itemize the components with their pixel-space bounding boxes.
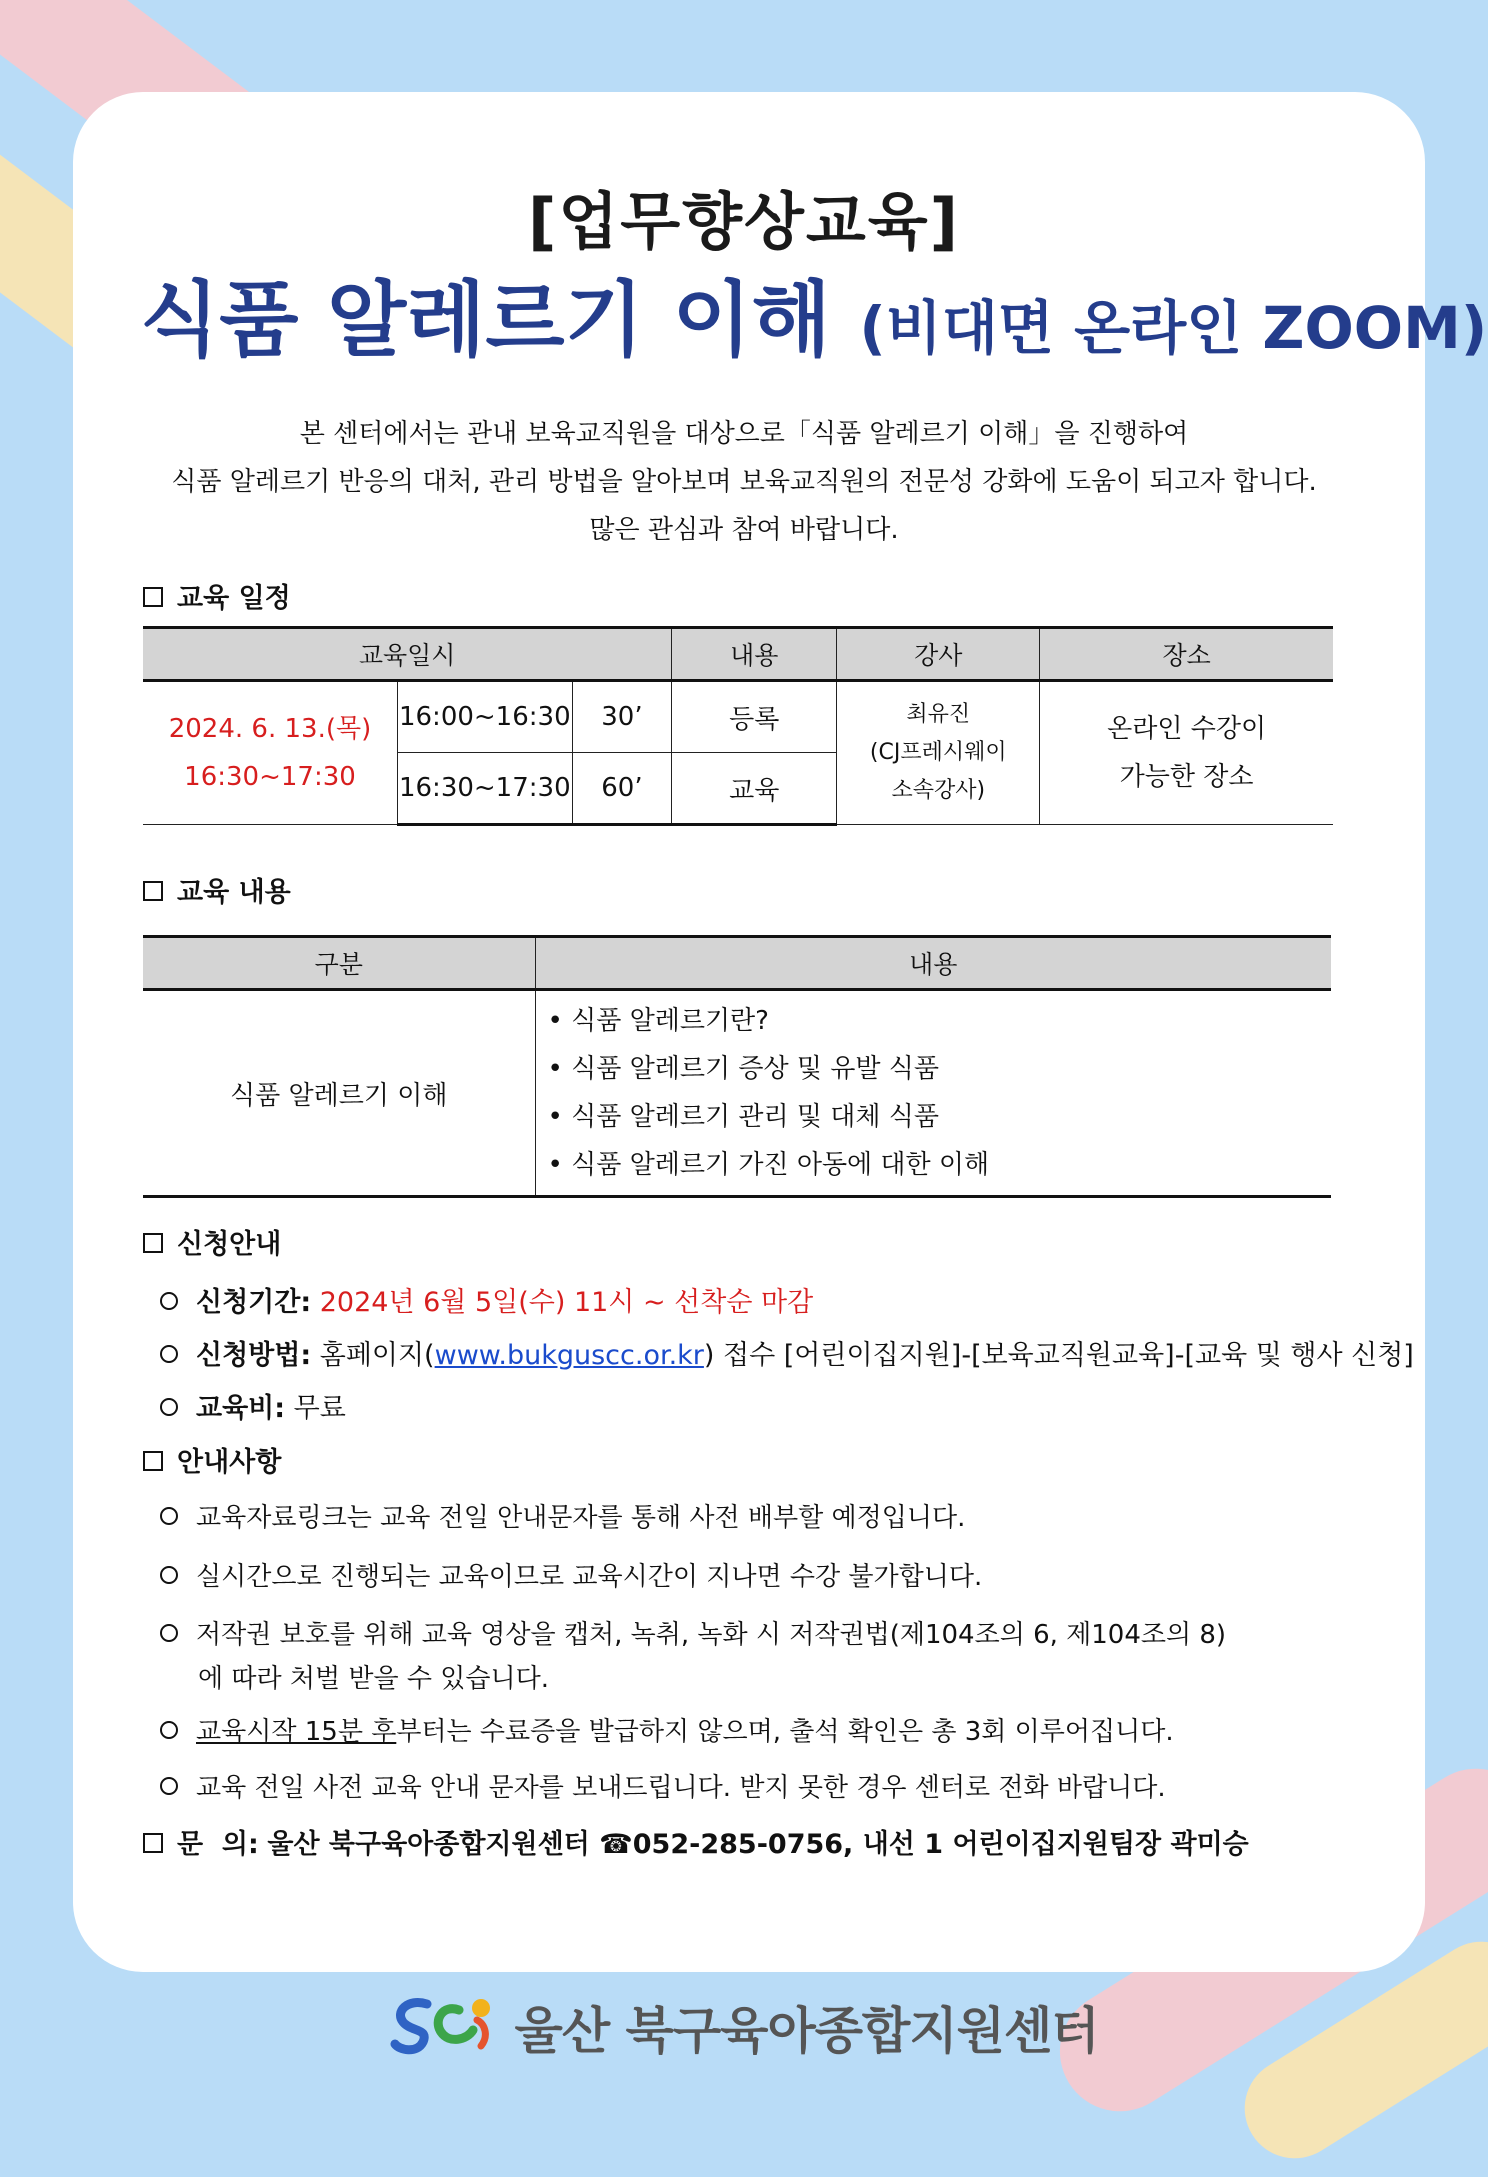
notice-item-4 — [160, 1710, 1360, 1754]
circle-bullet-icon — [160, 1624, 178, 1642]
checkbox-square-icon — [143, 1833, 163, 1853]
list-item: • 식품 알레르기 가진 아동에 대한 이해 — [547, 1150, 990, 1180]
place-cell — [1040, 681, 1333, 825]
content-col-detail: 내용 — [535, 937, 1331, 990]
schedule-date-cell — [143, 681, 397, 825]
apply-fee — [160, 1386, 346, 1425]
lecturer-role: 소속강사) — [891, 778, 986, 803]
apply-fee-value: 무료 — [293, 1393, 346, 1424]
content-category: 식품 알레르기 이해 — [143, 990, 535, 1197]
schedule-col-lecturer: 강사 — [837, 628, 1040, 681]
section-schedule-label: 교육 일정 — [177, 583, 291, 614]
notice-item-3 — [160, 1613, 1360, 1701]
title-category: [업무향상교육] — [527, 185, 961, 258]
notice-text: 부터는 수료증을 발급하지 않으며, 출석 확인은 총 3회 이루어집니다. — [396, 1717, 1174, 1747]
content-col-category: 구분 — [143, 937, 535, 990]
list-item: • 식품 알레르기란? — [547, 1006, 769, 1036]
intro-line-3: 많은 관심과 참여 바랍니다. — [589, 515, 899, 545]
title-sub: (비대면 온라인 ZOOM) — [859, 294, 1488, 362]
schedule-header-row — [143, 628, 1333, 681]
schedule-time: 16:30~17:30 — [184, 762, 356, 792]
apply-period-value: 2024년 6월 5일(수) 11시 ~ 선착순 마감 — [319, 1287, 814, 1318]
circle-bullet-icon — [160, 1721, 178, 1739]
row-time: 16:00~16:30 — [397, 681, 572, 753]
inquiry — [143, 1822, 1249, 1861]
row-content: 교육 — [672, 753, 837, 825]
list-item: • 식품 알레르기 증상 및 유발 식품 — [547, 1054, 939, 1084]
homepage-link[interactable]: www.bukguscc.or.kr — [434, 1340, 704, 1371]
inquiry-value: 울산 북구육아종합지원센터 ☎052-285-0756, 내선 1 어린이집지원팀장 곽미승 — [267, 1829, 1249, 1860]
footer-org-name: 울산 북구육아종합지원센터 — [514, 2002, 1099, 2060]
notice-text: 실시간으로 진행되는 교육이므로 교육시간이 지나면 수강 불가합니다. — [196, 1562, 983, 1592]
notice-text: 교육 전일 사전 교육 안내 문자를 보내드립니다. 받지 못한 경우 센터로 전화 바랍니다. — [196, 1773, 1166, 1803]
intro-text — [0, 410, 1488, 554]
apply-method-pre: 홈페이지( — [319, 1340, 435, 1371]
notice-item-2 — [160, 1555, 1360, 1599]
circle-bullet-icon — [160, 1777, 178, 1795]
content-header-row — [143, 937, 1331, 990]
intro-line-2: 식품 알레르기 반응의 대처, 관리 방법을 알아보며 보육교직원의 전문성 강화에 도움이 되고자 합니다. — [171, 467, 1317, 497]
list-item: • 식품 알레르기 관리 및 대체 식품 — [547, 1102, 939, 1132]
schedule-col-content: 내용 — [672, 628, 837, 681]
checkbox-square-icon — [143, 1233, 163, 1253]
section-apply-heading — [143, 1222, 281, 1261]
circle-bullet-icon — [160, 1398, 178, 1416]
center-logo-icon — [389, 1990, 499, 2064]
table-row — [143, 681, 1333, 753]
circle-bullet-icon — [160, 1345, 178, 1363]
schedule-col-place: 장소 — [1040, 628, 1333, 681]
page-title — [140, 255, 1487, 372]
schedule-date: 2024. 6. 13.(목) — [168, 714, 372, 744]
section-content-label: 교육 내용 — [177, 877, 291, 908]
section-content-heading — [143, 870, 291, 909]
checkbox-square-icon — [143, 587, 163, 607]
section-notice-label: 안내사항 — [177, 1447, 282, 1478]
notice-text: 저작권 보호를 위해 교육 영상을 캡처, 녹취, 녹화 시 저작권법(제104조의 6, 제104조의 8) — [196, 1620, 1227, 1650]
row-duration: 30’ — [572, 681, 672, 753]
checkbox-square-icon — [143, 881, 163, 901]
notice-text: 교육자료링크는 교육 전일 안내문자를 통해 사전 배부할 예정입니다. — [196, 1503, 966, 1533]
table-row — [143, 990, 1331, 1197]
apply-method-label: 신청방법: — [196, 1340, 312, 1371]
apply-method — [160, 1333, 1414, 1372]
place-line-1: 온라인 수강이 — [1107, 714, 1267, 744]
footer — [0, 1990, 1488, 2064]
title-main: 식품 알레르기 이해 — [140, 273, 831, 368]
checkbox-square-icon — [143, 1451, 163, 1471]
circle-bullet-icon — [160, 1566, 178, 1584]
notice-text-underlined: 교육시작 15분 후 — [196, 1717, 397, 1747]
notice-text-continued: 에 따라 처벌 받을 수 있습니다. — [198, 1664, 549, 1694]
apply-period-label: 신청기간: — [196, 1287, 312, 1318]
apply-period — [160, 1280, 813, 1319]
schedule-table — [143, 626, 1333, 826]
lecturer-name: 최유진 — [906, 702, 971, 727]
notice-item-1 — [160, 1496, 1360, 1540]
row-content: 등록 — [672, 681, 837, 753]
row-duration: 60’ — [572, 753, 672, 825]
content-items — [535, 990, 1331, 1197]
row-time: 16:30~17:30 — [397, 753, 572, 825]
circle-bullet-icon — [160, 1292, 178, 1310]
apply-fee-label: 교육비: — [196, 1393, 286, 1424]
lecturer-cell — [837, 681, 1040, 825]
notice-item-5 — [160, 1766, 1360, 1810]
section-notice-heading — [143, 1440, 281, 1479]
section-schedule-heading — [143, 576, 291, 615]
lecturer-org: (CJ프레시웨이 — [869, 740, 1007, 765]
intro-line-1: 본 센터에서는 관내 보육교직원을 대상으로「식품 알레르기 이해」을 진행하여 — [299, 419, 1189, 449]
circle-bullet-icon — [160, 1507, 178, 1525]
content-table — [143, 935, 1331, 1198]
place-line-2: 가능한 장소 — [1119, 762, 1254, 792]
section-apply-label: 신청안내 — [177, 1229, 282, 1260]
inquiry-label: 문 의: — [177, 1829, 259, 1860]
schedule-col-datetime: 교육일시 — [143, 628, 672, 681]
apply-method-post: ) 접수 [어린이집지원]-[보육교직원교육]-[교육 및 행사 신청] — [703, 1340, 1414, 1371]
